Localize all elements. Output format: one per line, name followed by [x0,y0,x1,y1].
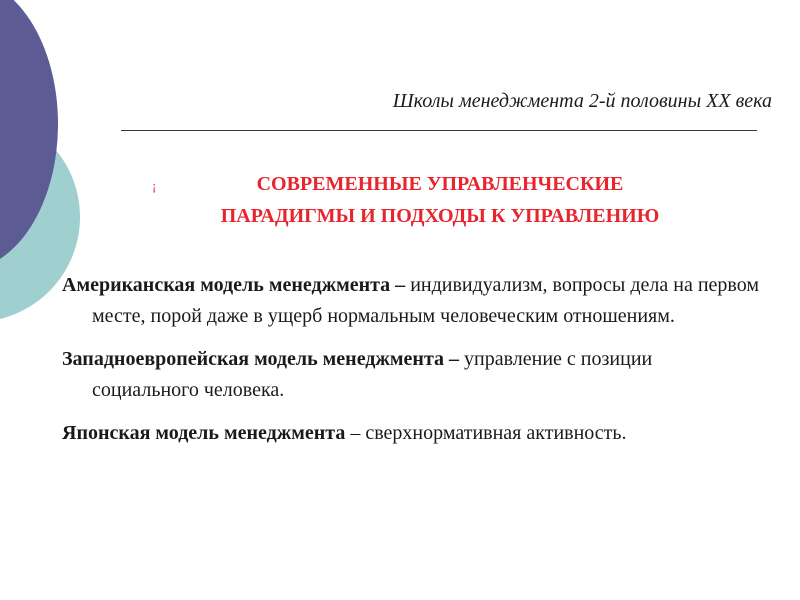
slide-body [62,270,762,461]
description-american-model: индивидуализм, вопросы дела на первом месте, порой даже в ущерб нормальным человеческим отношениям. [92,274,760,327]
subheading-line-1: СОВРЕМЕННЫЕ УПРАВЛЕНЧЕСКИЕ [256,173,624,195]
term-west-european-model: Западноевропейская модель менеджмента – [62,348,460,370]
bullet-icon: ¡ [152,178,157,193]
section-subheading [120,168,760,232]
description-japanese-model: – сверхнормативная активность. [350,422,627,444]
description-west-european-model: управление с позиции социального человека. [92,348,653,401]
paragraph-west-european-model [62,344,762,406]
paragraph-japanese-model [62,418,762,449]
term-american-model: Американская модель менеджмента – [62,274,406,296]
subheading-line-2: ПАРАДИГМЫ И ПОДХОДЫ К УПРАВЛЕНИЮ [220,205,660,227]
slide-title: Школы менеджмента 2-й половины XX века [392,90,772,112]
paragraph-american-model [62,270,762,332]
term-japanese-model: Японская модель менеджмента [62,422,346,444]
title-divider [121,130,757,131]
